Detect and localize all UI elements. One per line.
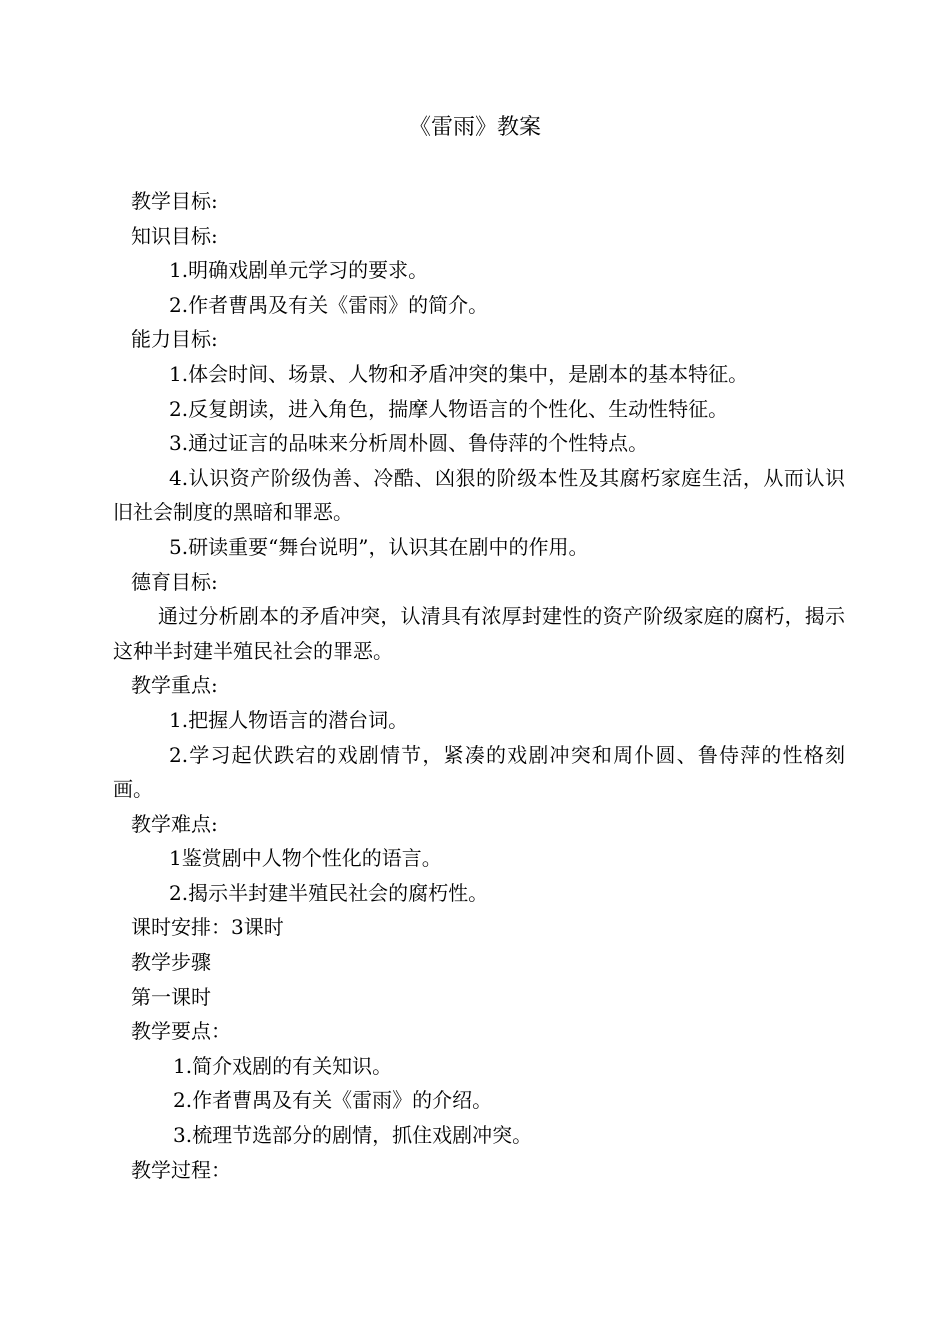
heading-teaching-goals: 教学目标: [131,189,218,213]
document-body [113,184,845,1187]
moral-goal-paragraph: 通过分析剧本的矛盾冲突，认清具有浓厚封建性的资产阶级家庭的腐朽，揭示这种半封建半殖民社会的罪恶。 [113,604,845,663]
heading-teaching-process: 教学过程： [131,1157,231,1182]
heading-difficulties: 教学难点: [131,811,218,836]
heading-ability-goals: 能力目标: [131,327,218,352]
heading-moral-goals: 德育目标: [131,569,218,594]
key-point-item: 1.把握人物语言的潜台词。 [169,707,409,732]
essential-item: 2.作者曹禺及有关《雷雨》的介绍。 [173,1088,493,1113]
difficulty-item: 2.揭示半封建半殖民社会的腐朽性。 [169,880,489,905]
essential-item: 1.简介戏剧的有关知识。 [173,1053,393,1078]
document-title: 《雷雨》教案 [408,115,541,140]
heading-first-lesson: 第一课时 [131,984,211,1009]
class-hours: 课时安排：3课时 [131,915,284,940]
knowledge-goal-item: 1.明确戏剧单元学习的要求。 [169,258,429,283]
heading-key-points: 教学重点: [131,673,218,698]
heading-teaching-essentials: 教学要点： [131,1019,231,1044]
knowledge-goal-item: 2.作者曹禺及有关《雷雨》的简介。 [169,292,489,317]
difficulty-item: 1鉴赏剧中人物个性化的语言。 [169,846,442,871]
ability-goal-item: 3.通过证言的品味来分析周朴圆、鲁侍萍的个性特点。 [169,431,649,456]
key-point-item: 2.学习起伏跌宕的戏剧情节，紧凑的戏剧冲突和周仆圆、鲁侍萍的性格刻画。 [113,742,845,802]
essential-item: 3.梳理节选部分的剧情，抓住戏剧冲突。 [173,1123,533,1148]
ability-goal-item: 1.体会时间、场景、人物和矛盾冲突的集中，是剧本的基本特征。 [169,361,749,386]
ability-goal-item: 2.反复朗读，进入角色，揣摩人物语言的个性化、生动性特征。 [169,396,729,421]
ability-goal-item: 4.认识资产阶级伪善、冷酷、凶狠的阶级本性及其腐朽家庭生活，从而认识旧社会制度的黑暗和罪恶。 [113,465,845,525]
heading-knowledge-goals: 知识目标: [131,223,218,248]
heading-teaching-steps: 教学步骤 [131,950,211,975]
ability-goal-item: 5.研读重要“舞台说明”，认识其在剧中的作用。 [169,534,589,559]
